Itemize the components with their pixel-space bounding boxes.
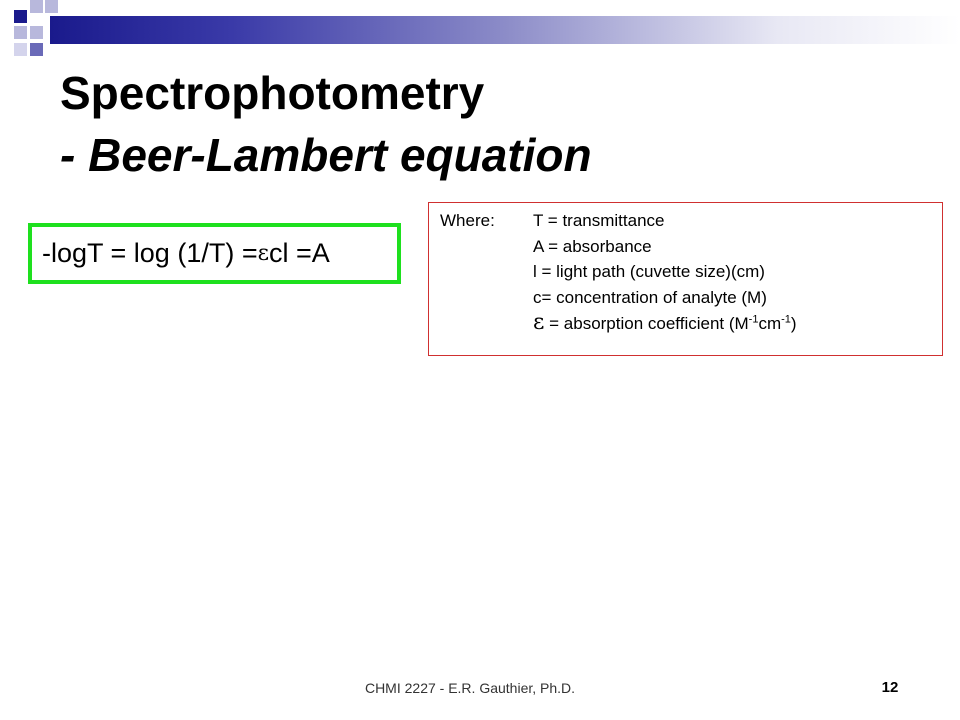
slide-title: [60, 62, 592, 186]
definition-close: ): [790, 314, 797, 333]
definition-text: = absorption coefficient (M: [544, 314, 749, 333]
corner-square-light-3: [14, 26, 27, 39]
epsilon-symbol: ε: [533, 310, 545, 335]
equation-right: cl =A: [269, 238, 330, 268]
definition-item: T = transmittance: [533, 211, 665, 230]
definition-list: [533, 208, 797, 337]
epsilon-symbol: ε: [257, 241, 269, 266]
definitions-box: [428, 202, 943, 356]
corner-square-light-5: [14, 43, 27, 56]
header-gradient-bar: [50, 16, 960, 44]
page-number: 12: [881, 679, 899, 696]
corner-square-light-2: [45, 0, 58, 13]
equation-left: -logT = log (1/T) =: [42, 238, 258, 268]
corner-square-dark-1: [14, 10, 27, 23]
title-line-1: Spectrophotometry: [60, 67, 485, 119]
where-label: Where:: [440, 211, 495, 230]
definition-item: A = absorbance: [533, 236, 652, 256]
corner-square-dark-2: [30, 43, 43, 56]
footer-text: CHMI 2227 - E.R. Gauthier, Ph.D.: [364, 680, 576, 696]
equation-box: [28, 223, 401, 284]
exponent: -1: [748, 313, 759, 326]
corner-square-light-4: [30, 26, 43, 39]
title-line-2: - Beer-Lambert equation: [60, 129, 592, 181]
definition-item: c= concentration of analyte (M): [533, 287, 767, 307]
definition-item: l = light path (cuvette size)(cm): [533, 262, 765, 281]
exponent: -1: [781, 313, 791, 326]
definition-item: [533, 310, 797, 337]
definition-unit: cm: [758, 314, 782, 333]
corner-square-light-1: [30, 0, 43, 13]
